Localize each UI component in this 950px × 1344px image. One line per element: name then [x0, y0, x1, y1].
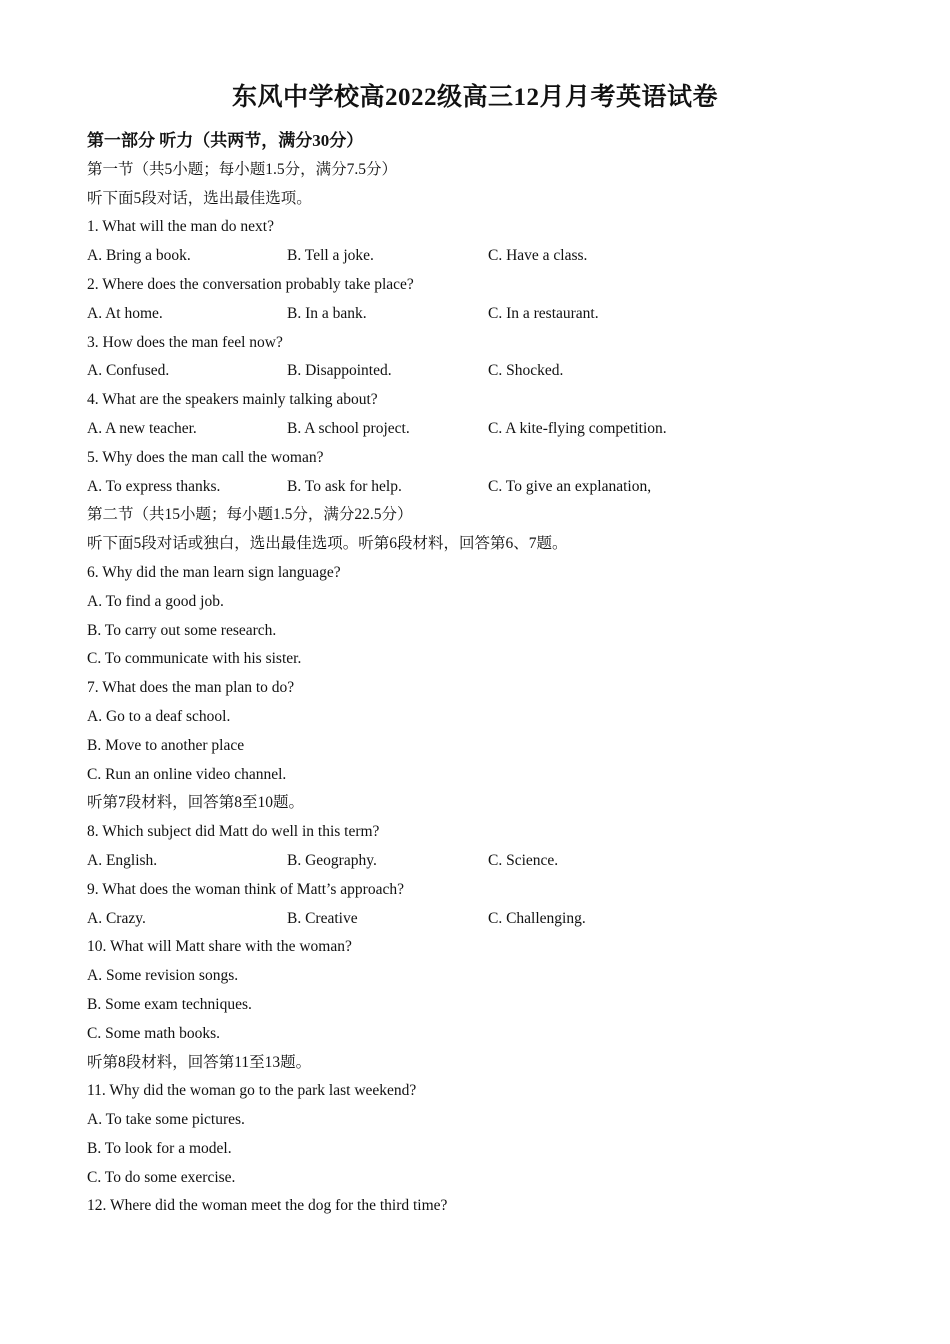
option-a: A. Confused. — [87, 362, 170, 380]
exam-title: 东风中学校高2022级高三12月月考英语试卷 — [231, 84, 718, 111]
question-stem: 3. How does the man feel now? — [87, 333, 283, 351]
option-b: B. In a bank. — [287, 304, 367, 322]
question-stem: 6. Why did the man learn sign language? — [87, 563, 341, 581]
option-c: C. A kite-flying competition. — [488, 419, 667, 437]
option-a: A. At home. — [87, 304, 163, 322]
option-b: B. Move to another place — [87, 736, 245, 754]
option-b: B. Creative — [287, 909, 358, 927]
question-stem: 4. What are the speakers mainly talking about? — [87, 391, 378, 409]
option-c: C. Run an online video channel. — [87, 765, 287, 783]
option-c: C. Some math books. — [87, 1024, 221, 1042]
exam-content — [87, 127, 887, 1221]
option-c: C. To do some exercise. — [87, 1168, 236, 1186]
option-a: A. To express thanks. — [87, 477, 221, 495]
material-7-instruction: 听第7段材料，回答第8至10题。 — [87, 794, 305, 812]
option-a: A. English. — [87, 851, 158, 869]
question-options — [87, 300, 887, 329]
section2-heading: 第二节（共15小题；每小题1.5分，满分22.5分） — [87, 506, 413, 524]
question-options — [87, 847, 887, 876]
option-c: C. Shocked. — [488, 362, 564, 380]
section2-instruction: 听下面5段对话或独白，选出最佳选项。听第6段材料，回答第6、7题。 — [87, 535, 568, 553]
option-c: C. Challenging. — [488, 909, 586, 927]
question-stem: 2. Where does the conversation probably take place? — [87, 275, 414, 293]
option-c: C. To communicate with his sister. — [87, 650, 302, 668]
option-b: B. To ask for help. — [287, 477, 402, 495]
question-stem: 10. What will Matt share with the woman? — [87, 938, 352, 956]
question-stem: 7. What does the man plan to do? — [87, 679, 295, 697]
material-8-instruction: 听第8段材料，回答第11至13题。 — [87, 1053, 312, 1071]
option-a: A. Crazy. — [87, 909, 146, 927]
option-b: B. To carry out some research. — [87, 621, 277, 639]
option-a: A. Bring a book. — [87, 247, 191, 265]
option-c: C. Science. — [488, 851, 559, 869]
question-options — [87, 415, 887, 444]
part1-heading: 第一部分 听力（共两节，满分30分） — [87, 131, 364, 150]
option-a: A. Some revision songs. — [87, 967, 239, 985]
question-options — [87, 242, 887, 271]
option-b: B. Tell a joke. — [287, 247, 374, 265]
option-c: C. In a restaurant. — [488, 304, 599, 322]
question-stem: 9. What does the woman think of Matt’s approach? — [87, 880, 404, 898]
option-c: C. Have a class. — [488, 247, 588, 265]
question-options — [87, 473, 887, 502]
question-stem: 8. Which subject did Matt do well in this term? — [87, 823, 380, 841]
section1-heading: 第一节（共5小题；每小题1.5分，满分7.5分） — [87, 160, 398, 178]
option-b: B. Some exam techniques. — [87, 995, 252, 1013]
option-b: B. A school project. — [287, 419, 410, 437]
question-stem: 11. Why did the woman go to the park last weekend? — [87, 1082, 417, 1100]
option-b: B. Disappointed. — [287, 362, 392, 380]
option-b: B. Geography. — [287, 851, 377, 869]
option-c: C. To give an explanation, — [488, 477, 652, 495]
option-a: A. To take some pictures. — [87, 1111, 245, 1129]
option-a: A. A new teacher. — [87, 419, 197, 437]
question-stem: 1. What will the man do next? — [87, 218, 274, 236]
section1-instruction: 听下面5段对话，选出最佳选项。 — [87, 189, 312, 207]
option-a: A. To find a good job. — [87, 592, 224, 610]
question-stem: 5. Why does the man call the woman? — [87, 448, 324, 466]
question-options — [87, 905, 887, 934]
question-stem: 12. Where did the woman meet the dog for the third time? — [87, 1197, 448, 1215]
option-b: B. To look for a model. — [87, 1139, 232, 1157]
option-a: A. Go to a deaf school. — [87, 707, 231, 725]
question-options — [87, 357, 887, 386]
